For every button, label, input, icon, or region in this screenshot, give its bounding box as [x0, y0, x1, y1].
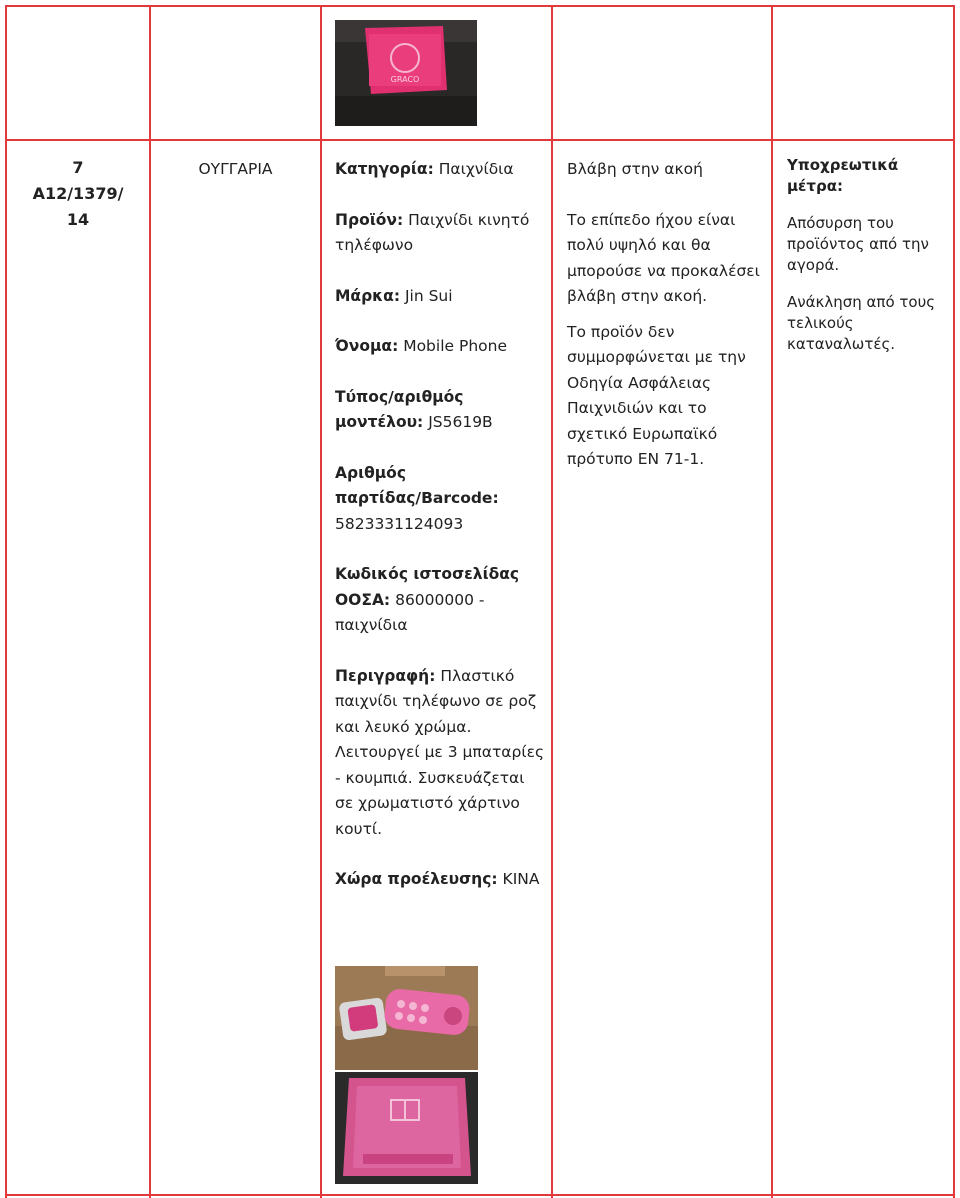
notifying-country: ΟΥΓΓΑΡΙΑ	[198, 160, 273, 178]
risk-title: Βλάβη στην ακοή	[567, 160, 703, 178]
risk-details	[567, 157, 767, 473]
risk-compliance: Το προϊόν δεν συμμορφώνεται με την Οδηγία Ασφάλειας Παιχνιδιών και το σχετικό Ευρωπαϊκό πρότυπο EN 71-1.	[567, 322, 746, 468]
brand-label: Μάρκα:	[335, 286, 401, 305]
svg-text:GRACO: GRACO	[390, 75, 420, 84]
model-line	[335, 385, 547, 436]
table-border-bottom	[5, 1194, 955, 1196]
fabric-label-photo	[335, 20, 477, 126]
name-label: Όνομα:	[335, 337, 399, 355]
product-line	[335, 208, 547, 259]
product-value: Παιχνίδι κινητό τηλέφωνο	[335, 210, 530, 254]
toy-phone-photo	[335, 966, 478, 1070]
table-border-col2	[320, 5, 322, 1198]
measures-label: Υποχρεωτικά μέτρα:	[787, 156, 899, 195]
name-line	[335, 334, 547, 360]
table-border-right	[953, 5, 955, 1198]
brand-value: Jin Sui	[404, 286, 453, 305]
origin-value: ΚΙΝΑ	[502, 870, 540, 888]
measures-details	[787, 155, 950, 355]
description-value: Πλαστικό παιχνίδι τηλέφωνο σε ροζ και λευκό χρώμα. Λειτουργεί με 3 μπαταρίες - κουμπιά. Συσκευάζεται σε χρωματιστό χάρτινο κουτί.	[335, 666, 545, 838]
entry-reference-line1: A12/1379/	[32, 184, 124, 203]
table-border-col4	[771, 5, 773, 1198]
name-value: Mobile Phone	[403, 337, 507, 355]
batch-value: 5823331124093	[335, 514, 464, 533]
measure-recall: Ανάκληση από τους τελικούς καταναλωτές.	[787, 293, 936, 353]
brand-line	[335, 284, 547, 310]
product-details	[335, 157, 547, 893]
risk-description: Το επίπεδο ήχου είναι πολύ υψηλό και θα μπορούσε να προκαλέσει βλάβη στην ακοή.	[567, 210, 760, 305]
category-label: Κατηγορία:	[335, 160, 434, 178]
category-value: Παιχνίδια	[438, 160, 514, 178]
pink-case-photo	[335, 1072, 478, 1184]
table-border-top	[5, 5, 955, 7]
model-label: Τύπος/αριθμός μοντέλου:	[335, 387, 464, 431]
description-line	[335, 664, 547, 843]
table-border-col1	[149, 5, 151, 1198]
entry-number: 7	[72, 158, 84, 177]
table-row-divider	[5, 139, 955, 141]
origin-label: Χώρα προέλευσης:	[335, 870, 498, 888]
category-line	[335, 157, 547, 183]
product-label: Προϊόν:	[335, 210, 404, 229]
batch-label: Αριθμός παρτίδας/Barcode:	[335, 463, 499, 507]
measure-withdrawal: Απόσυρση του προϊόντος από την αγορά.	[787, 214, 929, 274]
model-value: JS5619B	[428, 413, 493, 431]
origin-line	[335, 867, 547, 893]
entry-reference-line2: 14	[66, 210, 90, 229]
description-label: Περιγραφή:	[335, 666, 436, 685]
oecd-line	[335, 562, 547, 639]
batch-line	[335, 461, 547, 538]
oecd-value: 86000000 - παιχνίδια	[335, 590, 485, 634]
entry-number-cell	[7, 155, 149, 233]
oecd-label: Κωδικός ιστοσελίδας ΟΟΣΑ:	[335, 565, 520, 609]
table-border-col3	[551, 5, 553, 1198]
